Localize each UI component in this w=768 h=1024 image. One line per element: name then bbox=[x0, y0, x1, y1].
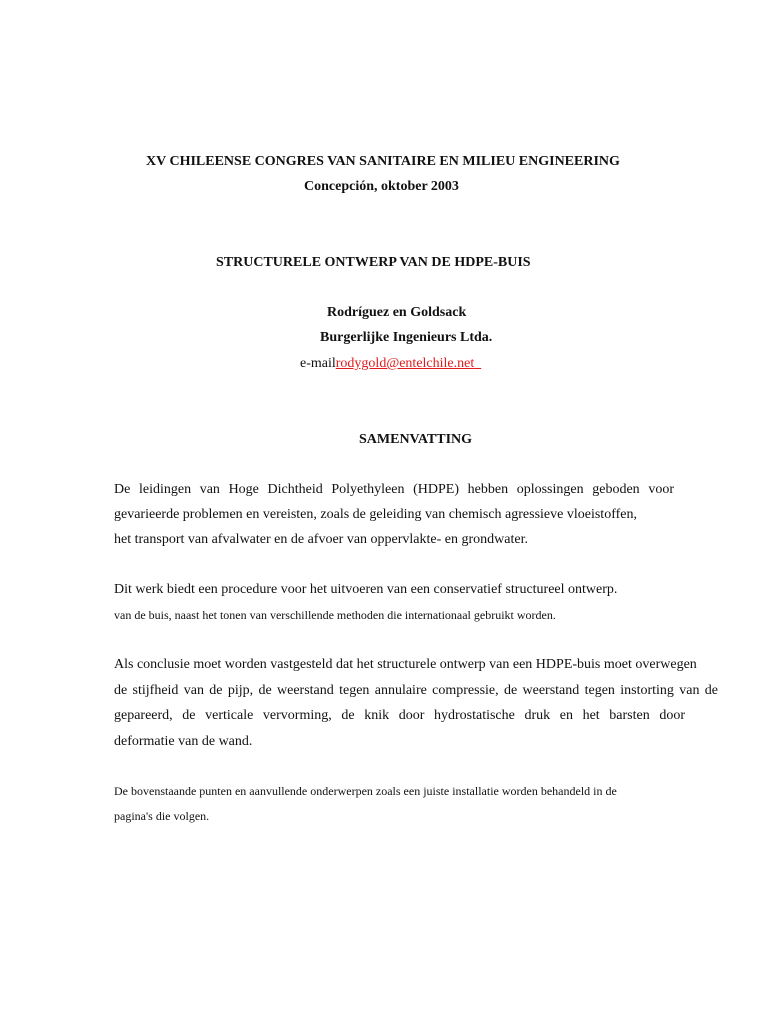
email-line bbox=[300, 355, 481, 373]
abstract-p4-line-1: De bovenstaande punten en aanvullende onderwerpen zoals een juiste installatie worden behandeld in de bbox=[114, 784, 617, 798]
abstract-p3-line-2: de stijfheid van de pijp, de weerstand tegen annulaire compressie, de weerstand tegen instorting van de bbox=[114, 683, 718, 698]
affiliation: Burgerlijke Ingenieurs Ltda. bbox=[320, 330, 493, 345]
paper-title: STRUCTURELE ONTWERP VAN DE HDPE-BUIS bbox=[216, 255, 531, 270]
authors: Rodríguez en Goldsack bbox=[327, 305, 467, 320]
abstract-p3-line-1: Als conclusie moet worden vastgesteld dat het structurele ontwerp van een HDPE-buis moet overwegen bbox=[114, 657, 697, 672]
email-underline-trail bbox=[474, 356, 481, 371]
abstract-p1-line-3: het transport van afvalwater en de afvoer van oppervlakte- en grondwater. bbox=[114, 532, 528, 547]
email-link[interactable]: rodygold@entelchile.net bbox=[335, 356, 475, 371]
abstract-p3-line-3: gepareerd, de verticale vervorming, de knik door hydrostatische druk en het barsten door bbox=[114, 708, 685, 723]
email-label: e-mail bbox=[300, 356, 336, 371]
congress-title: XV CHILEENSE CONGRES VAN SANITAIRE EN MILIEU ENGINEERING bbox=[146, 154, 620, 169]
abstract-p1-line-1: De leidingen van Hoge Dichtheid Polyethyleen (HDPE) hebben oplossingen geboden voor bbox=[114, 482, 674, 497]
abstract-p1-line-2: gevarieerde problemen en vereisten, zoals de geleiding van chemisch agressieve vloeistoffen, bbox=[114, 507, 637, 522]
abstract-p2-line-1: Dit werk biedt een procedure voor het uitvoeren van een conservatief structureel ontwerp. bbox=[114, 582, 618, 597]
abstract-p3-line-4: deformatie van de wand. bbox=[114, 734, 253, 749]
abstract-p2-line-2: van de buis, naast het tonen van verschillende methoden die internationaal gebruikt worden. bbox=[114, 608, 556, 622]
place-date: Concepción, oktober 2003 bbox=[304, 179, 459, 194]
abstract-p4-line-2: pagina's die volgen. bbox=[114, 809, 210, 823]
abstract-heading: SAMENVATTING bbox=[359, 432, 473, 447]
